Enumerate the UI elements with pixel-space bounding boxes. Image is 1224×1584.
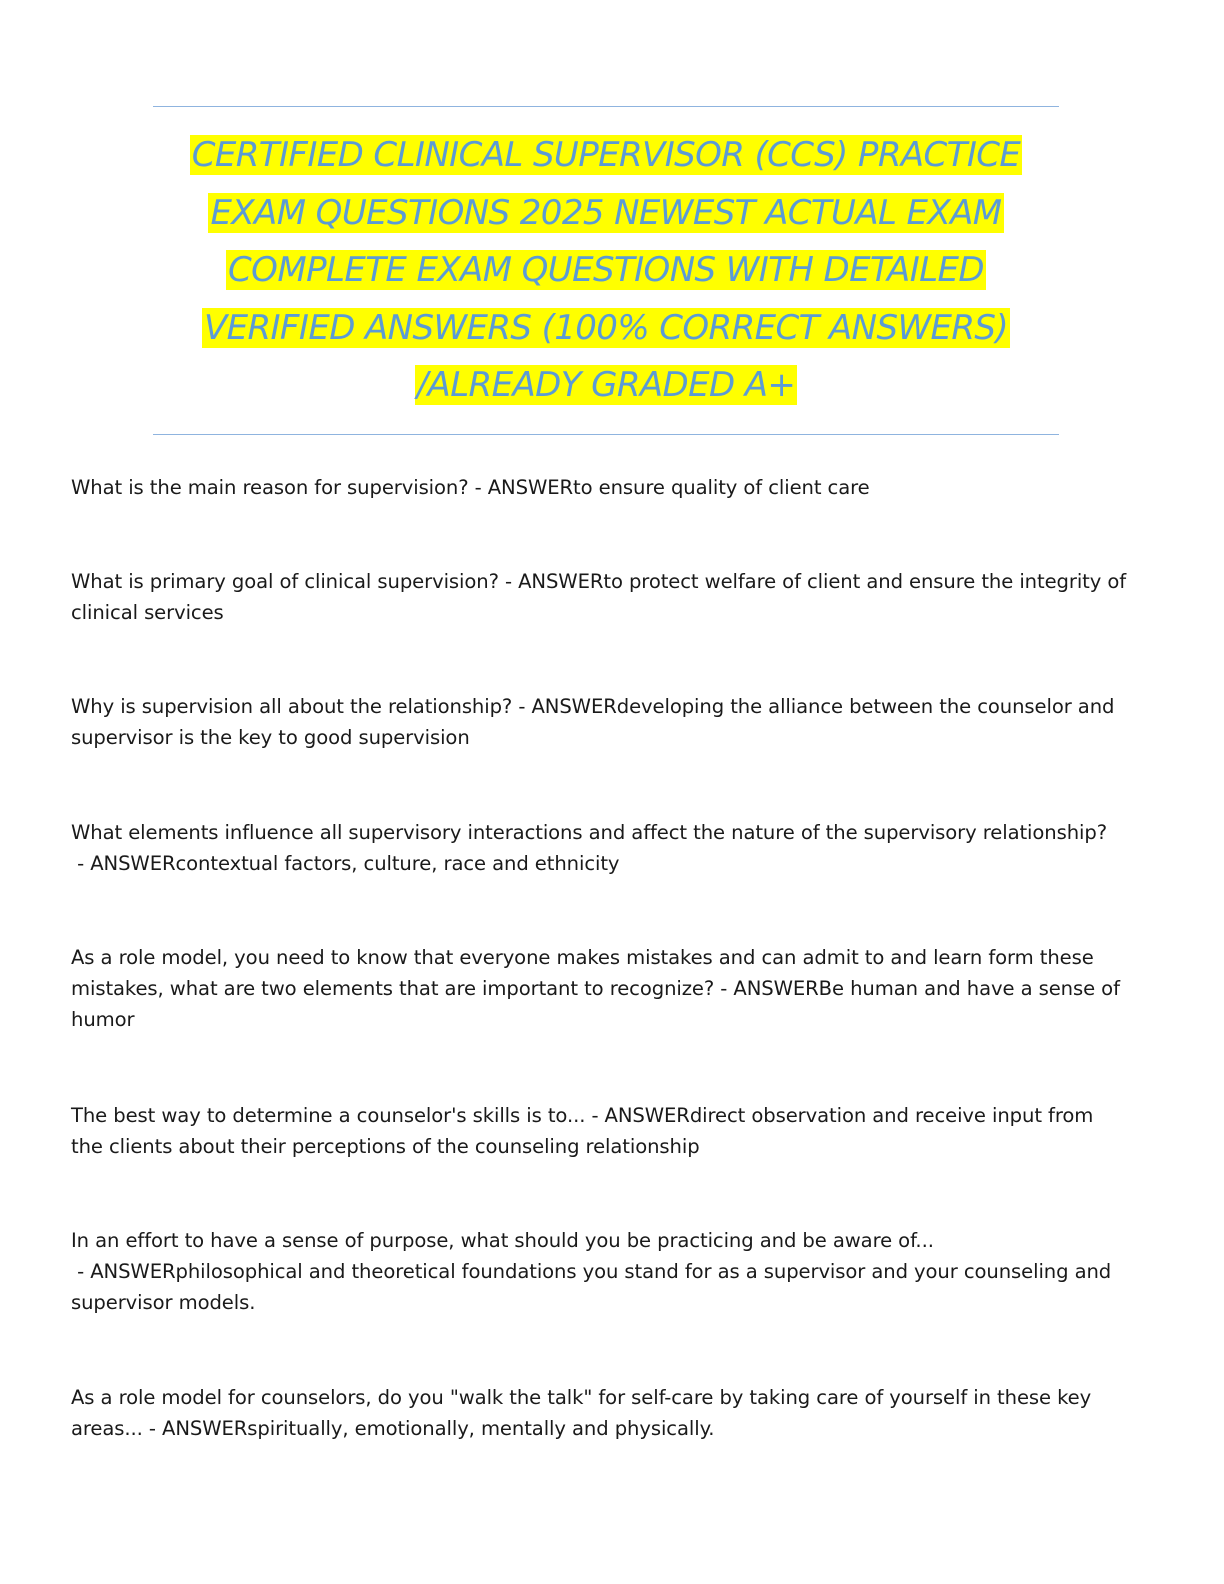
answer-marker: - ANSWER bbox=[71, 1260, 176, 1283]
answer-text: to protect welfare of client and ensure the integrity of clinical services bbox=[71, 570, 1127, 624]
answer-marker: - ANSWER bbox=[142, 1417, 248, 1440]
title-line: COMPLETE EXAM QUESTIONS WITH DETAILED bbox=[228, 250, 984, 290]
qa-item bbox=[71, 942, 1131, 1035]
answer-marker: - ANSWER bbox=[585, 1104, 690, 1127]
question-text: What elements influence all supervisory interactions and affect the nature of the supervisory relationship? bbox=[71, 821, 1108, 844]
answer-text: philosophical and theoretical foundations you stand for as a supervisor and your counseling and supervisor models. bbox=[71, 1260, 1112, 1314]
qa-item bbox=[71, 566, 1131, 628]
answer-text: Be human and have a sense of humor bbox=[71, 977, 1120, 1031]
title-line: CERTIFIED CLINICAL SUPERVISOR (CCS) PRACTICE bbox=[191, 135, 1021, 175]
answer-text: spiritually, emotionally, mentally and physically. bbox=[247, 1417, 715, 1440]
question-text: In an effort to have a sense of purpose, what should you be practicing and be aware of... bbox=[71, 1229, 934, 1252]
qa-item bbox=[71, 1100, 1131, 1162]
qa-item bbox=[71, 1225, 1131, 1318]
qa-item bbox=[71, 472, 1131, 503]
question-text: As a role model, you need to know that everyone makes mistakes and can admit to and learn form these mistakes, what are two elements that are important to recognize? bbox=[71, 946, 1094, 1000]
title-line: VERIFIED ANSWERS (100% CORRECT ANSWERS) bbox=[203, 307, 1009, 348]
question-text: What is primary goal of clinical supervision? bbox=[71, 570, 499, 593]
answer-text: direct observation and receive input from the clients about their perceptions of the counseling relationship bbox=[71, 1104, 1094, 1158]
answer-text: to ensure quality of client care bbox=[573, 476, 870, 499]
answer-text: contextual factors, culture, race and ethnicity bbox=[175, 852, 620, 875]
answer-marker: - ANSWER bbox=[468, 476, 574, 499]
title-line: /ALREADY GRADED A+ bbox=[416, 365, 796, 405]
answer-text: developing the alliance between the counselor and supervisor is the key to good supervision bbox=[71, 695, 1115, 749]
qa-item bbox=[71, 691, 1131, 753]
answer-marker: - ANSWER bbox=[714, 977, 819, 1000]
title-bottom-rule bbox=[153, 434, 1059, 435]
question-text: As a role model for counselors, do you "walk the talk" for self-care by taking care of yourself in these key areas... bbox=[71, 1386, 1092, 1440]
answer-marker: - ANSWER bbox=[71, 852, 176, 875]
question-text: What is the main reason for supervision? bbox=[71, 476, 469, 499]
question-text: The best way to determine a counselor's skills is to... bbox=[71, 1104, 586, 1127]
answer-marker: - ANSWER bbox=[512, 695, 617, 718]
answer-marker: - ANSWER bbox=[498, 570, 604, 593]
qa-item bbox=[71, 1382, 1131, 1444]
question-text: Why is supervision all about the relationship? bbox=[71, 695, 513, 718]
qa-item bbox=[71, 817, 1131, 879]
title-top-rule bbox=[153, 106, 1059, 107]
title-line: EXAM QUESTIONS 2025 NEWEST ACTUAL EXAM bbox=[210, 192, 1002, 233]
document-title bbox=[153, 127, 1059, 415]
